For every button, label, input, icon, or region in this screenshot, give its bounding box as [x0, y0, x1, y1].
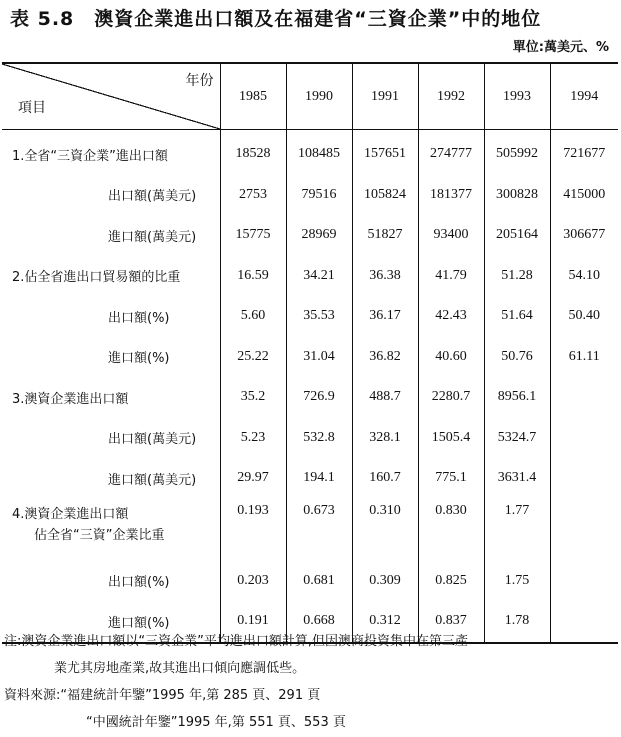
row-label-text: 進口額(萬美元) — [108, 472, 197, 488]
row-label-text: 1.全省“三資企業”進出口額 — [12, 148, 168, 164]
table-cell: 35.2 — [220, 377, 286, 418]
table-cell: 31.04 — [286, 337, 352, 378]
table-cell: 0.203 — [220, 561, 286, 602]
year-header-cell: 1991 — [352, 63, 418, 130]
table-cell: 41.79 — [418, 256, 484, 297]
table-cell: 1.75 — [484, 561, 550, 602]
table-row — [2, 296, 618, 337]
row-label — [2, 256, 220, 297]
year-header-cell: 1994 — [550, 63, 618, 130]
table-cell: 28969 — [286, 215, 352, 256]
table-cell: 274777 — [418, 130, 484, 175]
diagonal-header-cell — [2, 63, 220, 130]
row-label — [2, 499, 220, 561]
table-row — [2, 458, 618, 499]
table-cell: 79516 — [286, 175, 352, 216]
table-cell: 34.21 — [286, 256, 352, 297]
table-cell: 61.11 — [550, 337, 618, 378]
year-header-label: 年份 — [185, 73, 214, 89]
table-cell: 105824 — [352, 175, 418, 216]
table-cell: 328.1 — [352, 418, 418, 459]
table-cell: 1.77 — [484, 499, 550, 561]
note-line: 注:澳資企業進出口額以“三資企業”平均進出口額計算,但因澳商投資集中在第三產 — [4, 634, 468, 649]
table-cell: 50.76 — [484, 337, 550, 378]
row-label-text: 出口額(%) — [108, 310, 170, 326]
table-cell: 775.1 — [418, 458, 484, 499]
table-cell: 42.43 — [418, 296, 484, 337]
table-cell: 0.309 — [352, 561, 418, 602]
unit-label: 單位:萬美元、% — [512, 40, 609, 55]
table-row — [2, 499, 618, 561]
data-table — [2, 62, 618, 644]
table-row — [2, 561, 618, 602]
table-cell: 0.668 — [286, 601, 352, 643]
row-label — [2, 175, 220, 216]
row-label-text: 進口額(萬美元) — [108, 229, 197, 245]
table-cell: 0.830 — [418, 499, 484, 561]
table-cell: 157651 — [352, 130, 418, 175]
table-cell: 50.40 — [550, 296, 618, 337]
table-cell: 18528 — [220, 130, 286, 175]
table-cell: 160.7 — [352, 458, 418, 499]
item-header-label: 項目 — [18, 100, 46, 116]
row-label — [2, 337, 220, 378]
row-label-text: 進口額(%) — [108, 615, 170, 631]
row-label-text: 出口額(%) — [108, 575, 170, 591]
table-cell — [550, 561, 618, 602]
row-label — [2, 130, 220, 175]
table-row — [2, 215, 618, 256]
row-label-text: 4.澳資企業進出口額 — [12, 506, 129, 522]
row-label — [2, 561, 220, 602]
table-cell: 415000 — [550, 175, 618, 216]
table-row — [2, 337, 618, 378]
row-label-text: 出口額(萬美元) — [108, 432, 197, 448]
table-cell: 35.53 — [286, 296, 352, 337]
table-cell: 15775 — [220, 215, 286, 256]
row-label-text: 進口額(%) — [108, 351, 170, 367]
row-label-text: 2.佔全省進出口貿易額的比重 — [12, 270, 181, 286]
table-cell: 25.22 — [220, 337, 286, 378]
table-cell: 3631.4 — [484, 458, 550, 499]
table-cell: 300828 — [484, 175, 550, 216]
table-cell: 16.59 — [220, 256, 286, 297]
table-cell: 0.312 — [352, 601, 418, 643]
table-cell — [550, 418, 618, 459]
table-cell: 0.825 — [418, 561, 484, 602]
table-cell: 54.10 — [550, 256, 618, 297]
table-cell: 488.7 — [352, 377, 418, 418]
note-line: 業尤其房地產業,故其進出口傾向應調低些。 — [54, 661, 306, 676]
table-cell: 194.1 — [286, 458, 352, 499]
table-row — [2, 256, 618, 297]
table-cell — [550, 458, 618, 499]
row-label-text: 出口額(萬美元) — [108, 189, 197, 205]
table-cell: 505992 — [484, 130, 550, 175]
row-label — [2, 458, 220, 499]
table-cell: 0.193 — [220, 499, 286, 561]
table-cell: 36.82 — [352, 337, 418, 378]
table-cell: 532.8 — [286, 418, 352, 459]
table-cell: 29.97 — [220, 458, 286, 499]
table-cell: 51827 — [352, 215, 418, 256]
row-label — [2, 418, 220, 459]
table-cell: 2280.7 — [418, 377, 484, 418]
year-header-cell: 1993 — [484, 63, 550, 130]
table-row — [2, 175, 618, 216]
table-cell: 51.28 — [484, 256, 550, 297]
table-notes — [4, 628, 616, 736]
table-row — [2, 377, 618, 418]
table-cell: 5324.7 — [484, 418, 550, 459]
table-title: 表 5.8 澳資企業進出口額及在福建省“三資企業”中的地位 — [10, 8, 542, 30]
table-cell: 36.17 — [352, 296, 418, 337]
table-cell: 108485 — [286, 130, 352, 175]
table-cell: 0.681 — [286, 561, 352, 602]
year-header-cell: 1992 — [418, 63, 484, 130]
row-label-subtext: 佔全省“三資”企業比重 — [34, 527, 165, 543]
table-cell: 2753 — [220, 175, 286, 216]
table-cell: 1505.4 — [418, 418, 484, 459]
table-header-row — [2, 63, 618, 130]
table-row — [2, 418, 618, 459]
source-line: “中國統計年鑒”1995 年,第 551 頁、553 頁 — [86, 715, 346, 730]
table-cell: 181377 — [418, 175, 484, 216]
table-cell: 0.673 — [286, 499, 352, 561]
table-cell: 8956.1 — [484, 377, 550, 418]
table-cell: 721677 — [550, 130, 618, 175]
table-cell: 0.191 — [220, 601, 286, 643]
table-cell: 5.60 — [220, 296, 286, 337]
year-header-cell: 1985 — [220, 63, 286, 130]
table-cell: 5.23 — [220, 418, 286, 459]
row-label-text: 3.澳資企業進出口額 — [12, 391, 129, 407]
table-cell: 0.310 — [352, 499, 418, 561]
table-cell — [550, 377, 618, 418]
table-cell: 36.38 — [352, 256, 418, 297]
table-cell: 93400 — [418, 215, 484, 256]
table-cell — [550, 499, 618, 561]
table-cell: 51.64 — [484, 296, 550, 337]
row-label — [2, 215, 220, 256]
table-cell: 1.78 — [484, 601, 550, 643]
table-cell: 726.9 — [286, 377, 352, 418]
year-header-cell: 1990 — [286, 63, 352, 130]
table-cell: 205164 — [484, 215, 550, 256]
table-cell: 0.837 — [418, 601, 484, 643]
row-label — [2, 377, 220, 418]
table-cell: 306677 — [550, 215, 618, 256]
table-row — [2, 130, 618, 175]
row-label — [2, 296, 220, 337]
table-cell: 40.60 — [418, 337, 484, 378]
source-line: 資料來源:“福建統計年鑒”1995 年,第 285 頁、291 頁 — [4, 688, 321, 703]
